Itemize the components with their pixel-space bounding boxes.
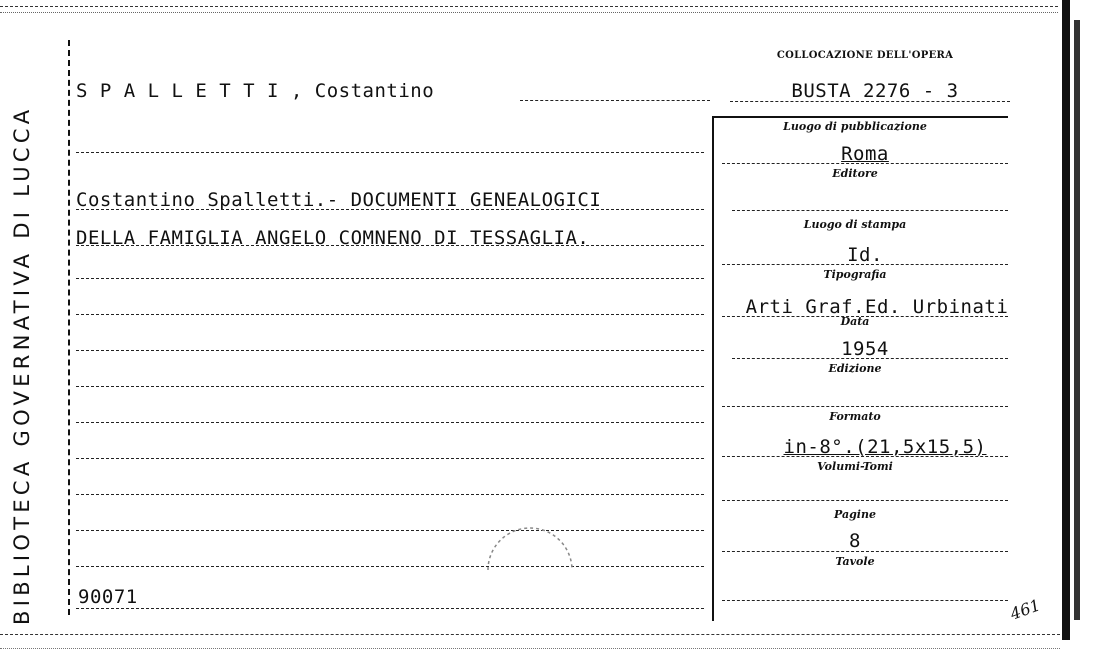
left-rule-5 xyxy=(76,314,704,315)
right-rule-1 xyxy=(722,163,1008,164)
left-rule-11 xyxy=(76,530,704,531)
label-luogo-pubblicazione: Luogo di pubblicazione xyxy=(783,120,927,133)
value-luogo-pubblicazione: Roma xyxy=(841,143,889,165)
right-rule-9 xyxy=(722,551,1008,552)
bottom-border xyxy=(0,634,1060,635)
label-editore: Editore xyxy=(832,167,878,180)
label-tavole: Tavole xyxy=(835,555,875,568)
left-margin-line xyxy=(68,40,70,615)
left-rule-7 xyxy=(76,386,704,387)
top-border xyxy=(0,6,1058,7)
bottom-border-2 xyxy=(0,648,1060,649)
right-rule-3 xyxy=(722,264,1008,265)
author-underline xyxy=(520,100,710,101)
value-data: 1954 xyxy=(841,338,889,360)
collocation-value: BUSTA 2276 - 3 xyxy=(791,80,959,102)
left-rule-4 xyxy=(76,278,704,279)
author-name: S P A L L E T T I , Costantino xyxy=(76,80,435,102)
right-edge-bar xyxy=(1062,0,1070,640)
left-rule-6 xyxy=(76,350,704,351)
label-volumi: Volumi-Tomi xyxy=(817,460,893,473)
right-rule-10 xyxy=(722,600,1008,601)
left-rule-12 xyxy=(76,566,704,567)
right-rule-7 xyxy=(722,456,1008,457)
value-formato: in-8°.(21,5x15,5) xyxy=(783,436,987,458)
left-rule-3 xyxy=(76,245,704,246)
label-formato: Formato xyxy=(829,410,881,423)
library-name: BIBLIOTECA GOVERNATIVA DI LUCCA xyxy=(10,105,34,625)
left-rule-9 xyxy=(76,458,704,459)
label-data: Data xyxy=(840,315,870,328)
label-edizione: Edizione xyxy=(828,362,882,375)
left-rule-13 xyxy=(76,608,704,609)
value-pagine: 8 xyxy=(849,530,861,552)
label-pagine: Pagine xyxy=(834,508,876,521)
label-luogo-stampa: Luogo di stampa xyxy=(803,218,907,231)
value-tipografia: Arti Graf.Ed. Urbinati xyxy=(745,296,1009,318)
right-rule-2 xyxy=(732,210,1008,211)
left-rule-8 xyxy=(76,422,704,423)
left-rule-10 xyxy=(76,494,704,495)
left-rule-2 xyxy=(76,209,704,210)
collocation-label: COLLOCAZIONE DELL'OPERA xyxy=(776,50,954,61)
right-rule-6 xyxy=(722,406,1008,407)
right-panel-border xyxy=(712,116,714,621)
title-line-1: Costantino Spalletti.- DOCUMENTI GENEALOGICI xyxy=(76,189,602,211)
left-rule-1 xyxy=(76,152,704,153)
value-luogo-stampa: Id. xyxy=(847,244,883,266)
right-edge-bar-2 xyxy=(1074,20,1080,620)
punch-hole xyxy=(480,508,580,578)
top-border-2 xyxy=(0,12,1058,13)
right-panel-top xyxy=(712,116,1008,118)
handwritten-mark: 461 xyxy=(1007,595,1043,624)
card-number: 90071 xyxy=(78,586,138,608)
label-tipografia: Tipografia xyxy=(823,268,887,281)
right-rule-5 xyxy=(732,358,1008,359)
title-line-2: DELLA FAMIGLIA ANGELO COMNENO DI TESSAGLIA. xyxy=(76,227,590,249)
right-rule-8 xyxy=(722,500,1008,501)
collocation-underline xyxy=(730,101,1010,102)
